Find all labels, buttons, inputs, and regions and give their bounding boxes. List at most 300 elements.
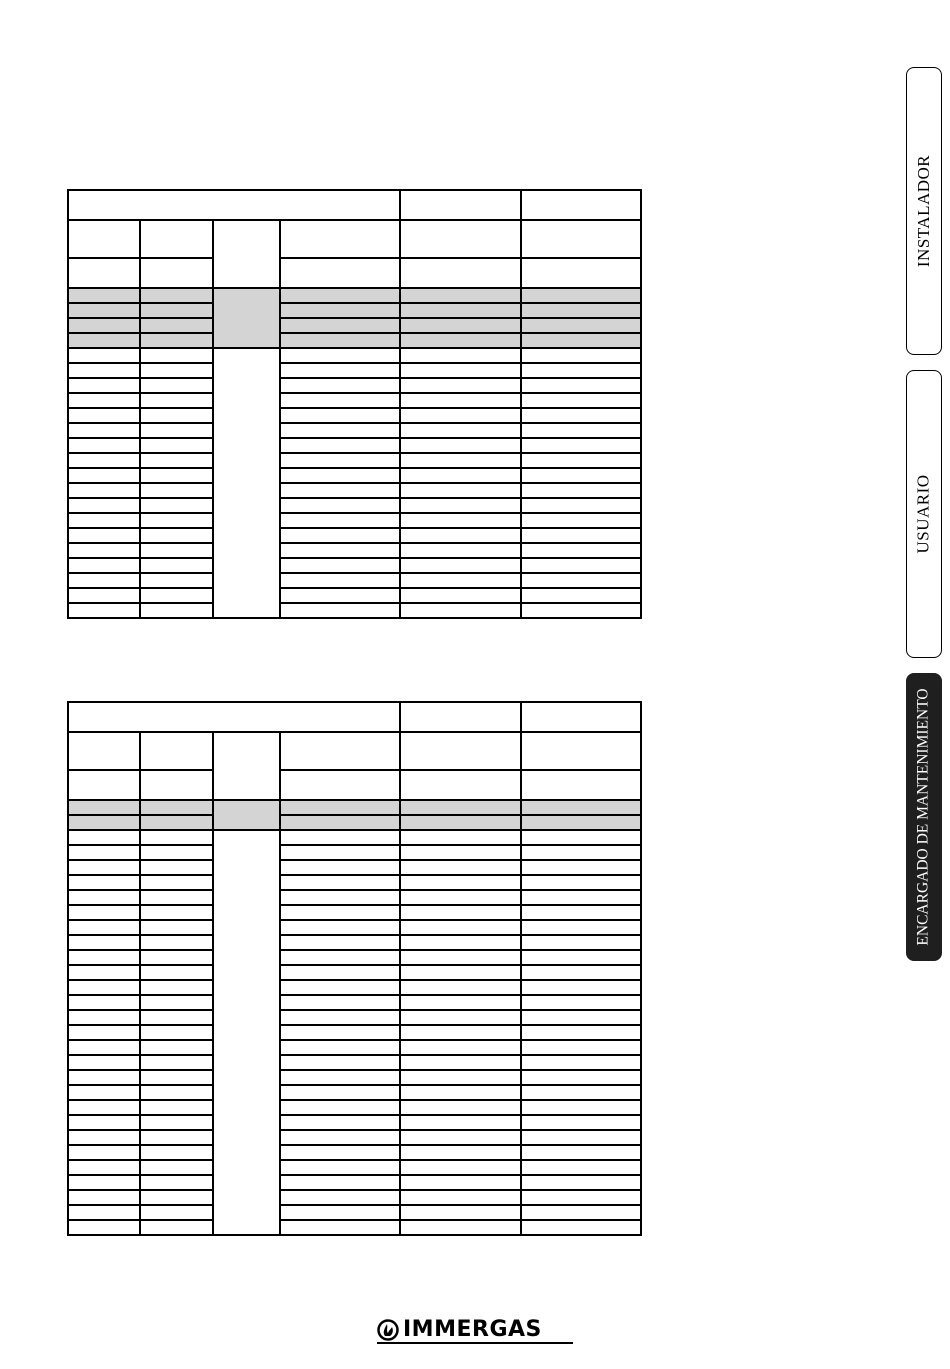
table-row: [68, 800, 641, 815]
table-row: [68, 935, 641, 950]
table-row: [68, 603, 641, 618]
table-cell: [400, 408, 521, 423]
table-row: [68, 1040, 641, 1055]
table-cell: [68, 408, 140, 423]
table-cell: [521, 1190, 641, 1205]
table-row: [68, 588, 641, 603]
table-cell: [68, 1130, 140, 1145]
table-cell: [400, 1070, 521, 1085]
table-cell: [140, 935, 213, 950]
table-cell: [68, 303, 140, 318]
table-cell: [521, 1010, 641, 1025]
table-row: [68, 1085, 641, 1100]
table-cell: [521, 558, 641, 573]
table-cell: [68, 830, 140, 845]
brand-wordmark: IMMERGAS: [403, 1317, 542, 1342]
table-cell: [68, 1175, 140, 1190]
table-row: [68, 333, 641, 348]
table-cell: [68, 573, 140, 588]
table-row: [68, 378, 641, 393]
table-cell: [521, 588, 641, 603]
table-cell: [521, 1115, 641, 1130]
table-row: [68, 965, 641, 980]
table-cell: [521, 890, 641, 905]
table-cell: [140, 303, 213, 318]
table-cell: [68, 288, 140, 303]
table-cell: [140, 603, 213, 618]
table-row: [68, 890, 641, 905]
table-cell: [400, 393, 521, 408]
table-cell: [521, 303, 641, 318]
table-cell: [400, 453, 521, 468]
table-cell: [140, 378, 213, 393]
table-cell: [140, 890, 213, 905]
table-cell: [68, 393, 140, 408]
table-cell: [280, 498, 400, 513]
table-cell: [400, 800, 521, 815]
table-cell: [400, 1220, 521, 1235]
table-cell: [68, 1085, 140, 1100]
table-cell: [140, 1130, 213, 1145]
table-row: [68, 303, 641, 318]
table-row: [68, 438, 641, 453]
table-row: [68, 980, 641, 995]
table-cell: [68, 950, 140, 965]
merged-cell-white: [213, 830, 280, 1235]
table-cell: [280, 588, 400, 603]
table-row: [68, 845, 641, 860]
table-cell: [280, 528, 400, 543]
table-cell: [280, 558, 400, 573]
table-cell: [140, 513, 213, 528]
table-cell: [521, 1175, 641, 1190]
table-cell: [400, 935, 521, 950]
table-cell: [280, 1055, 400, 1070]
table-cell: [280, 980, 400, 995]
table-cell: [140, 1115, 213, 1130]
table-cell: [400, 438, 521, 453]
table-cell: [68, 1145, 140, 1160]
table-cell: [140, 905, 213, 920]
table-cell: [400, 603, 521, 618]
table-row: [68, 1100, 641, 1115]
table-cell: [521, 1100, 641, 1115]
table-cell: [521, 348, 641, 363]
table-cell: [521, 905, 641, 920]
merged-cell-white: [213, 348, 280, 618]
table-row: [68, 288, 641, 303]
table-row: [68, 1175, 641, 1190]
table-cell: [68, 890, 140, 905]
table-cell: [140, 438, 213, 453]
table-cell: [280, 1130, 400, 1145]
table-cell: [400, 1055, 521, 1070]
table-row: [68, 905, 641, 920]
table-cell: [400, 965, 521, 980]
table-cell: [68, 905, 140, 920]
table-cell: [68, 1220, 140, 1235]
table-row: [68, 995, 641, 1010]
table-cell: [68, 815, 140, 830]
table-cell: [280, 1115, 400, 1130]
table-cell: [521, 1160, 641, 1175]
table-cell: [140, 558, 213, 573]
table-cell: [280, 920, 400, 935]
data-table-1: [67, 189, 642, 619]
table-cell: [68, 860, 140, 875]
table-cell: [68, 980, 140, 995]
table-cell: [521, 483, 641, 498]
table-cell: [400, 950, 521, 965]
table-cell: [521, 800, 641, 815]
table-cell: [280, 408, 400, 423]
table-cell: [140, 588, 213, 603]
table-cell: [280, 303, 400, 318]
table-cell: [140, 1025, 213, 1040]
table-cell: [521, 333, 641, 348]
table-cell: [400, 1100, 521, 1115]
table-cell: [68, 483, 140, 498]
table-cell: [140, 965, 213, 980]
table-cell: [140, 875, 213, 890]
table-cell: [68, 318, 140, 333]
table-row: [68, 1205, 641, 1220]
table-cell: [521, 1070, 641, 1085]
table-cell: [521, 965, 641, 980]
merged-cell-gray: [213, 288, 280, 348]
table-cell: [68, 1205, 140, 1220]
table-cell: [280, 950, 400, 965]
table-cell: [521, 1205, 641, 1220]
table-row: [68, 528, 641, 543]
table-cell: [140, 800, 213, 815]
table-row: [68, 468, 641, 483]
table-cell: [521, 438, 641, 453]
table-cell: [400, 588, 521, 603]
table-cell: [521, 573, 641, 588]
table-cell: [140, 980, 213, 995]
table-cell: [280, 1175, 400, 1190]
table-row: [68, 1220, 641, 1235]
table-cell: [400, 498, 521, 513]
table-cell: [140, 468, 213, 483]
table-cell: [521, 453, 641, 468]
table-cell: [140, 1010, 213, 1025]
table-cell: [280, 1205, 400, 1220]
table-cell: [68, 333, 140, 348]
table-cell: [280, 423, 400, 438]
table-cell: [521, 845, 641, 860]
merged-cell-gray: [213, 800, 280, 830]
table-cell: [521, 875, 641, 890]
table-cell: [280, 1145, 400, 1160]
table-cell: [280, 1085, 400, 1100]
tab-installer[interactable]: [906, 67, 942, 355]
table-cell: [400, 378, 521, 393]
table-cell: [140, 1220, 213, 1235]
table-cell: [400, 815, 521, 830]
table-cell: [68, 558, 140, 573]
table-cell: [400, 845, 521, 860]
table-cell: [400, 333, 521, 348]
table-cell: [400, 1115, 521, 1130]
tab-maintenance-label: ENCARGADO DE MANTENIMIENTO: [915, 688, 933, 946]
table-row: [68, 483, 641, 498]
table-cell: [521, 860, 641, 875]
table-row: [68, 558, 641, 573]
table-cell: [280, 348, 400, 363]
table-cell: [280, 1025, 400, 1040]
table-cell: [400, 1040, 521, 1055]
table-row: [68, 1010, 641, 1025]
table-cell: [68, 378, 140, 393]
table-cell: [280, 333, 400, 348]
table-row: [68, 950, 641, 965]
table-row: [68, 1055, 641, 1070]
table-cell: [140, 348, 213, 363]
table-cell: [400, 890, 521, 905]
table-row: [68, 363, 641, 378]
table-cell: [400, 573, 521, 588]
table-cell: [400, 423, 521, 438]
table-row: [68, 1115, 641, 1130]
table-cell: [521, 378, 641, 393]
table-cell: [400, 1145, 521, 1160]
table-cell: [280, 815, 400, 830]
table-cell: [280, 965, 400, 980]
table-cell: [400, 1205, 521, 1220]
immergas-logo: [377, 1314, 573, 1346]
table-cell: [68, 995, 140, 1010]
table-cell: [400, 1085, 521, 1100]
table-cell: [68, 1010, 140, 1025]
table-cell: [521, 408, 641, 423]
table-cell: [280, 378, 400, 393]
table-cell: [521, 935, 641, 950]
table-cell: [400, 543, 521, 558]
table-cell: [68, 603, 140, 618]
table-cell: [280, 453, 400, 468]
table-cell: [140, 498, 213, 513]
table-cell: [280, 1070, 400, 1085]
table-cell: [521, 528, 641, 543]
table-cell: [140, 950, 213, 965]
table-cell: [68, 348, 140, 363]
tab-maintenance[interactable]: [906, 673, 942, 961]
table-cell: [400, 528, 521, 543]
table-cell: [140, 1100, 213, 1115]
table-cell: [68, 1160, 140, 1175]
table-cell: [280, 1190, 400, 1205]
table-cell: [400, 1010, 521, 1025]
table-cell: [400, 468, 521, 483]
table-cell: [140, 815, 213, 830]
table-cell: [521, 603, 641, 618]
table-cell: [140, 318, 213, 333]
table-cell: [280, 845, 400, 860]
table-cell: [400, 905, 521, 920]
table-row: [68, 1145, 641, 1160]
table-cell: [280, 935, 400, 950]
table-cell: [400, 348, 521, 363]
table-cell: [68, 1025, 140, 1040]
data-table-2: [67, 701, 642, 1236]
table-row: [68, 393, 641, 408]
table-cell: [68, 875, 140, 890]
table-cell: [521, 830, 641, 845]
tab-user[interactable]: [906, 370, 942, 658]
table-cell: [68, 438, 140, 453]
table-row: [68, 920, 641, 935]
table-cell: [521, 1040, 641, 1055]
table-cell: [140, 1160, 213, 1175]
flame-logo-icon: [377, 1319, 399, 1341]
table-cell: [140, 995, 213, 1010]
table-cell: [280, 1100, 400, 1115]
table-cell: [280, 363, 400, 378]
table-cell: [140, 1055, 213, 1070]
table-cell: [400, 860, 521, 875]
table-cell: [400, 995, 521, 1010]
table-cell: [68, 1100, 140, 1115]
table-row: [68, 1025, 641, 1040]
table-cell: [521, 920, 641, 935]
table-row: [68, 815, 641, 830]
table-cell: [400, 318, 521, 333]
table-cell: [400, 1160, 521, 1175]
table-row: [68, 318, 641, 333]
table-cell: [280, 438, 400, 453]
table-cell: [280, 830, 400, 845]
table-row: [68, 513, 641, 528]
table-cell: [280, 890, 400, 905]
table-cell: [400, 1130, 521, 1145]
table-row: [68, 1070, 641, 1085]
table-cell: [140, 1145, 213, 1160]
table-cell: [400, 920, 521, 935]
table-cell: [68, 423, 140, 438]
table-cell: [68, 845, 140, 860]
table-cell: [521, 815, 641, 830]
table-cell: [140, 288, 213, 303]
table-cell: [521, 498, 641, 513]
table-row: [68, 543, 641, 558]
table-cell: [140, 573, 213, 588]
table-cell: [400, 830, 521, 845]
table-cell: [140, 408, 213, 423]
table-cell: [280, 1010, 400, 1025]
table-cell: [280, 468, 400, 483]
table-row: [68, 498, 641, 513]
table-cell: [140, 1070, 213, 1085]
table-cell: [68, 468, 140, 483]
table-cell: [68, 1055, 140, 1070]
table-cell: [140, 483, 213, 498]
tab-installer-label: INSTALADOR: [914, 154, 933, 268]
table-cell: [68, 528, 140, 543]
logo-underline: [377, 1342, 573, 1344]
table-cell: [68, 363, 140, 378]
table-cell: [68, 543, 140, 558]
table-cell: [280, 875, 400, 890]
table-cell: [68, 920, 140, 935]
table-row: [68, 408, 641, 423]
table-cell: [68, 1070, 140, 1085]
table-cell: [521, 318, 641, 333]
table-cell: [140, 1175, 213, 1190]
table-cell: [521, 393, 641, 408]
table-cell: [140, 423, 213, 438]
table-cell: [68, 588, 140, 603]
table-row: [68, 423, 641, 438]
table-cell: [140, 920, 213, 935]
table-cell: [400, 513, 521, 528]
table-cell: [280, 603, 400, 618]
table-cell: [521, 1145, 641, 1160]
table-cell: [140, 1205, 213, 1220]
table-row: [68, 573, 641, 588]
table-cell: [68, 935, 140, 950]
tab-user-label: USUARIO: [914, 474, 933, 554]
table-cell: [280, 1040, 400, 1055]
table-cell: [140, 453, 213, 468]
table-cell: [521, 543, 641, 558]
table-row: [68, 860, 641, 875]
table-cell: [521, 423, 641, 438]
table-cell: [521, 1055, 641, 1070]
table-row: [68, 348, 641, 363]
table-cell: [68, 513, 140, 528]
table-row: [68, 875, 641, 890]
table-cell: [280, 1160, 400, 1175]
table-cell: [521, 950, 641, 965]
table-cell: [400, 363, 521, 378]
table-cell: [521, 995, 641, 1010]
table-row: [68, 1190, 641, 1205]
table-cell: [140, 543, 213, 558]
table-cell: [140, 363, 213, 378]
table-cell: [68, 1115, 140, 1130]
table-cell: [521, 1025, 641, 1040]
table-cell: [400, 483, 521, 498]
table-cell: [280, 288, 400, 303]
table-cell: [140, 528, 213, 543]
table-cell: [280, 483, 400, 498]
table-cell: [68, 965, 140, 980]
table-cell: [521, 363, 641, 378]
table-cell: [400, 303, 521, 318]
table-cell: [521, 980, 641, 995]
table-cell: [280, 800, 400, 815]
table-cell: [140, 1040, 213, 1055]
table-cell: [68, 1040, 140, 1055]
table-cell: [400, 1025, 521, 1040]
table-row: [68, 1160, 641, 1175]
table-cell: [521, 1220, 641, 1235]
table-cell: [400, 288, 521, 303]
table-cell: [521, 513, 641, 528]
table-cell: [521, 1085, 641, 1100]
table-cell: [280, 543, 400, 558]
table-cell: [400, 875, 521, 890]
table-cell: [280, 1220, 400, 1235]
table-cell: [280, 513, 400, 528]
table-cell: [140, 333, 213, 348]
table-cell: [521, 288, 641, 303]
table-cell: [280, 905, 400, 920]
table-cell: [68, 498, 140, 513]
table-cell: [400, 980, 521, 995]
